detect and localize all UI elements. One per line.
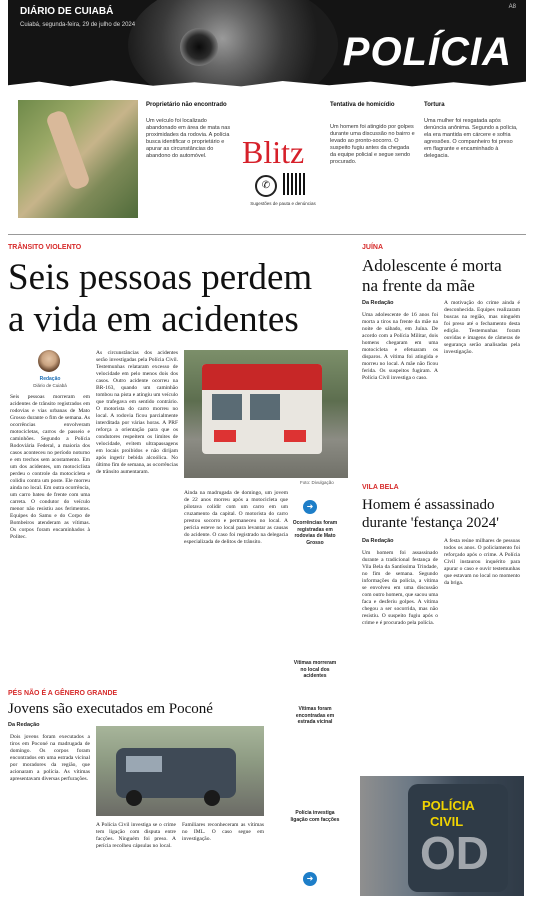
newspaper-logo: DIÁRIO DE CUIABÁ (20, 6, 114, 17)
article3-headline-line1: Homem é assassinado (362, 497, 495, 513)
article2-headline-line1: Adolescente é morta (362, 256, 502, 275)
article3-kicker: VILA BELA (362, 484, 399, 491)
author-role: Diário de Cuiabá (33, 383, 67, 388)
article2-byline: Da Redação (362, 300, 394, 306)
main-text-col3: Ainda na madrugada de domingo, um jovem de 22 anos morreu após a motocicleta que pilotava colidir com um carro em um cruzamento da capital. O motorista do carro prestou socorro e permaneceu no local. A perícia esteve no local para levantar as causas do acidente. O caso foi registrado na delegacia especializada de delitos de trânsito. (184, 490, 288, 545)
author-name: Redação (39, 376, 61, 382)
police-car-photo (96, 726, 264, 816)
article4-text-col1: Dois jovens foram executados a tiros em Poconé na madrugada de domingo. Os corpos foram encontrados em uma estrada vicinal por moradores da região, que acionaram a polícia. As vítimas apresentavam diversas perfurações. (10, 734, 90, 782)
main-kicker: TRÂNSITO VIOLENTO (8, 244, 82, 251)
article4-kicker: PÉS NÃO É A GÊNERO GRANDE (8, 690, 118, 697)
article4-headline: Jovens são executados em Poconé (8, 701, 213, 717)
article3-byline: Da Redação (362, 538, 394, 544)
article4-text-col2: A Polícia Civil investiga se o crime tem ligação com disputa entre facções. Ninguém foi preso. A perícia recolheu cápsulas no local. (96, 822, 176, 849)
vest-label-1: POLÍCIA (422, 798, 475, 813)
ambulance-photo (184, 350, 348, 478)
article2-headline-line2: na frente da mãe (362, 276, 475, 295)
blitz-item3-title: Tortura (424, 102, 445, 108)
article2-text-col1: Uma adolescente de 16 anos foi morta a tiros na frente da mãe na noite de sábado, em Juína. De acordo com a Polícia Militar, dois homens chegaram em uma motocicleta e efetuaram os disparos. A vítima foi atingida e morreu no local. A mãe não ficou ferida. Os suspeitos fugiram. A Polícia Civil investiga o caso. (362, 312, 438, 381)
qr-code-icon (283, 173, 305, 195)
article3-text-col2: A festa reúne milhares de pessoas todos os anos. O policiamento foi reforçado após o crime. A Polícia Civil instaurou inquérito para apurar o caso e ouvir testemunhas que estavam no local no momento da briga. (444, 538, 520, 586)
photo-caption: Foto: Divulgação (300, 480, 334, 485)
blitz-item2-text: Um homem foi atingido por golpes durante uma discussão no bairro e levado ao pronto-socorro. O suspeito fugiu antes da chegada da equipe policial e segue sendo procurado. (330, 124, 415, 165)
section-title: POLÍCIA (342, 30, 512, 74)
arrow-icon-2: ➜ (303, 872, 317, 886)
side-caption1: Ocorrências foram registradas em rodovias de Mato Grosso (292, 520, 338, 546)
main-headline-line1: Seis pessoas perdem (8, 257, 313, 298)
article3-text-col1: Um homem foi assassinado durante a tradicional festança de Vila Bela da Santíssima Trindade, no fim de semana. Segundo informações da polícia, a vítima se envolveu em uma discussão com outro homem, que sacou uma faca e desferiu golpes. A vítima chegou a ser socorrida, mas não resistiu. O suspeito fugiu após o crime e é procurado pela polícia. (362, 550, 438, 626)
blitz-item3-text: Uma mulher foi resgatada após denúncia anônima. Segundo a polícia, ela era mantida em cárcere e sofria agressões. O companheiro foi preso em flagrante e encaminhado à delegacia. (424, 118, 518, 159)
eye-iris (180, 28, 218, 66)
page-number: A8 (508, 4, 516, 10)
main-text-col2: As circunstâncias dos acidentes serão investigadas pela Polícia Civil. Testemunhas relataram excesso de velocidade em pelo menos dois dos casos. Outro acidente ocorreu na BR-163, quando um caminhão tombou na pista e atingiu um veículo que trafegava em sentido contrário. O motorista do carro morreu no local. A rodovia ficou parcialmente interditada por várias horas. A PRF reforça a orientação para que os condutores respeitem os limites de velocidade, evitem ultrapassagens em locais proibidos e não dirijam após ingerir bebida alcoólica. No último fim de semana, as ocorrências de trânsito aumentaram. (96, 350, 178, 475)
vest-label-2: CIVIL (430, 814, 464, 829)
main-headline-line2: a vida em acidentes (8, 299, 299, 340)
blitz-item1-text: Um veículo foi localizado abandonado em área de mata nas proximidades da rodovia. A polícia busca identificar o proprietário e apurar as circunstâncias do abandono do automóvel. (146, 118, 231, 159)
arrow-icon: ➜ (303, 500, 317, 514)
watermark-logo: OD (420, 827, 489, 879)
article4-byline: Da Redação (8, 722, 40, 728)
side-caption2: Vítimas morreram no local dos acidentes (293, 660, 337, 679)
edition-date: Cuiabá, segunda-feira, 29 de julho de 2024 (20, 22, 136, 28)
blitz-contact-label: Sugestões de pauta e denúncias (250, 201, 316, 206)
main-text-col1: Seis pessoas morreram em acidentes de trânsito registrados em rodovias e vias urbanas de Mato Grosso durante o fim de semana. As ocorrências envolveram motocicletas, carros de passeio e caminhões. Segundo a Polícia Rodoviária Federal, a maioria dos casos aconteceu no período noturno e em trechos sem acostamento. Em um dos acidentes, um motociclista perdeu o controle da motocicleta e colidiu contra um poste. Ele morreu ainda no local. Em outra ocorrência, um carro bateu de frente com uma carreta. O condutor do veículo menor não resistiu aos ferimentos. Equipes do Samu e do Corpo de Bombeiros atenderam as vítimas. Os corpos foram encaminhados à Politec. (10, 394, 90, 540)
divider (8, 234, 526, 235)
blitz-item1-title: Proprietário não encontrado (146, 102, 227, 108)
whatsapp-icon: ✆ (255, 175, 277, 197)
article3-headline-line2: durante 'festança 2024' (362, 515, 500, 531)
article2-kicker: JUÍNA (362, 244, 384, 251)
blitz-item2-title: Tentativa de homicídio (330, 102, 395, 108)
article4-caption2: Polícia investiga ligação com facções (290, 810, 340, 823)
blitz-logo: Blitz (242, 134, 305, 170)
article4-caption1: Vítimas foram encontradas em estrada vicinal (295, 706, 335, 725)
article4-text-col3: Familiares reconheceram as vítimas no IML. O caso segue em investigação. (182, 822, 264, 842)
author-avatar (38, 350, 60, 372)
eye-photo (128, 0, 338, 88)
article2-text-col2: A motivação do crime ainda é desconhecida. Equipes realizaram buscas na região, mas ninguém foi preso até o fechamento desta edição. Testemunhas foram ouvidas e imagens de câmeras de segurança serão analisadas pela investigação. (444, 300, 520, 355)
blitz-photo (18, 100, 138, 218)
